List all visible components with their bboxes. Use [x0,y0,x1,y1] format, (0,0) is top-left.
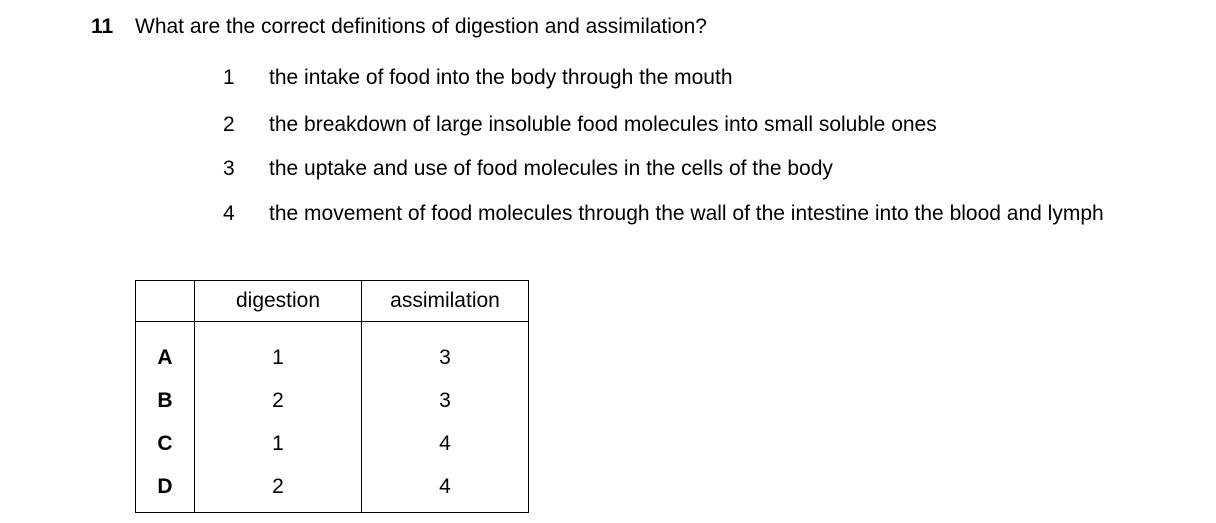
answer-table [135,280,529,513]
header-blank [136,281,195,322]
option-letter: A [136,322,195,380]
statement-text: the breakdown of large insoluble food molecules into small soluble ones [269,113,937,136]
digestion-cell: 1 [195,422,362,465]
table-row-a [136,322,529,380]
statement-number: 2 [223,113,235,136]
digestion-cell: 1 [195,322,362,380]
question-text: What are the correct definitions of digestion and assimilation? [135,15,707,38]
assimilation-cell: 4 [362,422,529,465]
question [91,14,707,40]
question-number: 11 [91,15,114,38]
header-assimilation: assimilation [362,281,529,322]
option-letter: C [136,422,195,465]
option-letter: D [136,465,195,513]
assimilation-cell: 3 [362,322,529,380]
option-letter: B [136,379,195,422]
assimilation-cell: 3 [362,379,529,422]
statement-number: 3 [223,157,235,180]
digestion-cell: 2 [195,465,362,513]
table-row-d [136,465,529,513]
statement-text: the intake of food into the body through the mouth [269,66,733,89]
assimilation-cell: 4 [362,465,529,513]
statement-number: 4 [223,202,235,225]
header-digestion: digestion [195,281,362,322]
table-row-b [136,379,529,422]
table-row-c [136,422,529,465]
statement-number: 1 [223,66,235,89]
digestion-cell: 2 [195,379,362,422]
table-header-row [136,281,529,322]
statement-text: the uptake and use of food molecules in the cells of the body [269,157,833,180]
statement-text: the movement of food molecules through the wall of the intestine into the blood and lymph [269,202,1104,225]
